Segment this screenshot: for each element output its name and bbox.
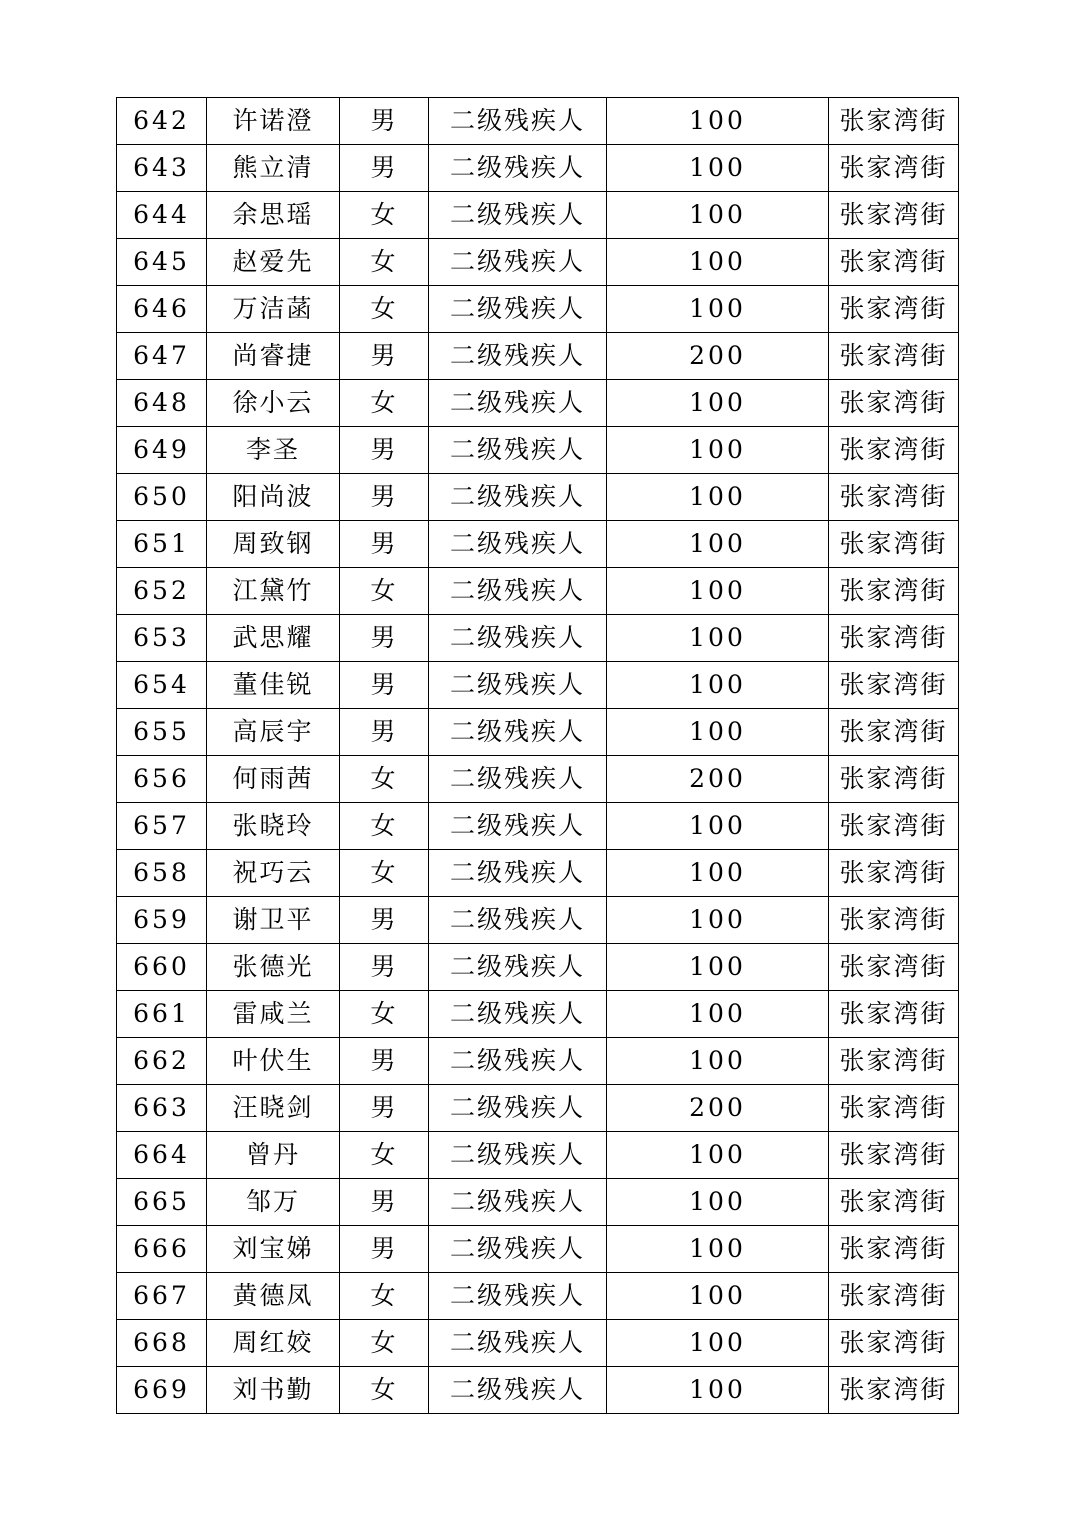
street-cell: 张家湾街 <box>829 709 959 756</box>
street-cell: 张家湾街 <box>829 756 959 803</box>
name-cell: 曾丹 <box>207 1132 340 1179</box>
category-cell: 二级残疾人 <box>429 427 607 474</box>
table-row <box>117 1085 959 1132</box>
table-row <box>117 98 959 145</box>
name-cell: 赵爱先 <box>207 239 340 286</box>
street-cell: 张家湾街 <box>829 803 959 850</box>
amount-cell: 200 <box>607 333 829 380</box>
name-cell: 周红姣 <box>207 1320 340 1367</box>
table-row <box>117 1273 959 1320</box>
table-row <box>117 803 959 850</box>
street-cell: 张家湾街 <box>829 333 959 380</box>
row-number-cell: 648 <box>117 380 207 427</box>
amount-cell: 100 <box>607 239 829 286</box>
amount-cell: 100 <box>607 1320 829 1367</box>
gender-cell: 男 <box>340 1226 429 1273</box>
amount-cell: 100 <box>607 568 829 615</box>
gender-cell: 女 <box>340 192 429 239</box>
name-cell: 汪晓剑 <box>207 1085 340 1132</box>
amount-cell: 100 <box>607 1132 829 1179</box>
gender-cell: 男 <box>340 427 429 474</box>
name-cell: 叶伏生 <box>207 1038 340 1085</box>
gender-cell: 男 <box>340 709 429 756</box>
table-row <box>117 380 959 427</box>
street-cell: 张家湾街 <box>829 145 959 192</box>
name-cell: 何雨茜 <box>207 756 340 803</box>
table-row <box>117 1320 959 1367</box>
amount-cell: 100 <box>607 380 829 427</box>
street-cell: 张家湾街 <box>829 662 959 709</box>
gender-cell: 男 <box>340 897 429 944</box>
name-cell: 武思耀 <box>207 615 340 662</box>
table-row <box>117 944 959 991</box>
amount-cell: 100 <box>607 521 829 568</box>
category-cell: 二级残疾人 <box>429 98 607 145</box>
row-number-cell: 642 <box>117 98 207 145</box>
street-cell: 张家湾街 <box>829 1038 959 1085</box>
name-cell: 李圣 <box>207 427 340 474</box>
row-number-cell: 663 <box>117 1085 207 1132</box>
name-cell: 阳尚波 <box>207 474 340 521</box>
street-cell: 张家湾街 <box>829 944 959 991</box>
row-number-cell: 656 <box>117 756 207 803</box>
gender-cell: 女 <box>340 850 429 897</box>
category-cell: 二级残疾人 <box>429 1038 607 1085</box>
gender-cell: 男 <box>340 615 429 662</box>
subsidy-roster-table <box>116 97 959 1414</box>
category-cell: 二级残疾人 <box>429 1179 607 1226</box>
table-row <box>117 474 959 521</box>
gender-cell: 男 <box>340 521 429 568</box>
row-number-cell: 667 <box>117 1273 207 1320</box>
street-cell: 张家湾街 <box>829 850 959 897</box>
category-cell: 二级残疾人 <box>429 286 607 333</box>
category-cell: 二级残疾人 <box>429 333 607 380</box>
table-row <box>117 615 959 662</box>
row-number-cell: 646 <box>117 286 207 333</box>
gender-cell: 男 <box>340 333 429 380</box>
table-row <box>117 709 959 756</box>
gender-cell: 男 <box>340 662 429 709</box>
category-cell: 二级残疾人 <box>429 897 607 944</box>
row-number-cell: 659 <box>117 897 207 944</box>
row-number-cell: 668 <box>117 1320 207 1367</box>
category-cell: 二级残疾人 <box>429 944 607 991</box>
gender-cell: 女 <box>340 1273 429 1320</box>
category-cell: 二级残疾人 <box>429 1085 607 1132</box>
table-row <box>117 1226 959 1273</box>
gender-cell: 男 <box>340 1085 429 1132</box>
amount-cell: 100 <box>607 1273 829 1320</box>
category-cell: 二级残疾人 <box>429 803 607 850</box>
name-cell: 谢卫平 <box>207 897 340 944</box>
name-cell: 雷咸兰 <box>207 991 340 1038</box>
street-cell: 张家湾街 <box>829 286 959 333</box>
gender-cell: 女 <box>340 1367 429 1414</box>
amount-cell: 100 <box>607 1367 829 1414</box>
gender-cell: 男 <box>340 1038 429 1085</box>
name-cell: 江黛竹 <box>207 568 340 615</box>
amount-cell: 100 <box>607 427 829 474</box>
amount-cell: 100 <box>607 615 829 662</box>
row-number-cell: 650 <box>117 474 207 521</box>
amount-cell: 100 <box>607 709 829 756</box>
amount-cell: 100 <box>607 662 829 709</box>
amount-cell: 100 <box>607 944 829 991</box>
table-row <box>117 333 959 380</box>
amount-cell: 100 <box>607 850 829 897</box>
name-cell: 祝巧云 <box>207 850 340 897</box>
row-number-cell: 669 <box>117 1367 207 1414</box>
table-row <box>117 568 959 615</box>
row-number-cell: 666 <box>117 1226 207 1273</box>
name-cell: 黄德凤 <box>207 1273 340 1320</box>
gender-cell: 女 <box>340 803 429 850</box>
street-cell: 张家湾街 <box>829 98 959 145</box>
street-cell: 张家湾街 <box>829 380 959 427</box>
name-cell: 张晓玲 <box>207 803 340 850</box>
amount-cell: 100 <box>607 1226 829 1273</box>
amount-cell: 200 <box>607 756 829 803</box>
amount-cell: 100 <box>607 474 829 521</box>
row-number-cell: 645 <box>117 239 207 286</box>
table-row <box>117 991 959 1038</box>
name-cell: 熊立清 <box>207 145 340 192</box>
row-number-cell: 658 <box>117 850 207 897</box>
street-cell: 张家湾街 <box>829 1320 959 1367</box>
amount-cell: 100 <box>607 897 829 944</box>
row-number-cell: 644 <box>117 192 207 239</box>
gender-cell: 女 <box>340 286 429 333</box>
name-cell: 万洁菡 <box>207 286 340 333</box>
category-cell: 二级残疾人 <box>429 474 607 521</box>
category-cell: 二级残疾人 <box>429 1226 607 1273</box>
gender-cell: 女 <box>340 1132 429 1179</box>
amount-cell: 100 <box>607 803 829 850</box>
street-cell: 张家湾街 <box>829 1367 959 1414</box>
table-row <box>117 897 959 944</box>
gender-cell: 女 <box>340 568 429 615</box>
street-cell: 张家湾街 <box>829 1226 959 1273</box>
name-cell: 刘宝娣 <box>207 1226 340 1273</box>
amount-cell: 100 <box>607 98 829 145</box>
category-cell: 二级残疾人 <box>429 521 607 568</box>
row-number-cell: 664 <box>117 1132 207 1179</box>
row-number-cell: 653 <box>117 615 207 662</box>
name-cell: 董佳锐 <box>207 662 340 709</box>
table-row <box>117 1132 959 1179</box>
table-row <box>117 427 959 474</box>
name-cell: 徐小云 <box>207 380 340 427</box>
category-cell: 二级残疾人 <box>429 756 607 803</box>
name-cell: 周致钢 <box>207 521 340 568</box>
category-cell: 二级残疾人 <box>429 145 607 192</box>
row-number-cell: 662 <box>117 1038 207 1085</box>
table-row <box>117 192 959 239</box>
street-cell: 张家湾街 <box>829 474 959 521</box>
table-row <box>117 1038 959 1085</box>
row-number-cell: 660 <box>117 944 207 991</box>
name-cell: 余思瑶 <box>207 192 340 239</box>
category-cell: 二级残疾人 <box>429 568 607 615</box>
table-row <box>117 1179 959 1226</box>
gender-cell: 女 <box>340 756 429 803</box>
street-cell: 张家湾街 <box>829 1273 959 1320</box>
street-cell: 张家湾街 <box>829 239 959 286</box>
table-row <box>117 1367 959 1414</box>
gender-cell: 女 <box>340 991 429 1038</box>
name-cell: 邹万 <box>207 1179 340 1226</box>
roster-body <box>117 98 959 1414</box>
row-number-cell: 652 <box>117 568 207 615</box>
table-row <box>117 521 959 568</box>
gender-cell: 男 <box>340 944 429 991</box>
street-cell: 张家湾街 <box>829 568 959 615</box>
category-cell: 二级残疾人 <box>429 1367 607 1414</box>
name-cell: 许诺澄 <box>207 98 340 145</box>
street-cell: 张家湾街 <box>829 1085 959 1132</box>
street-cell: 张家湾街 <box>829 192 959 239</box>
amount-cell: 100 <box>607 991 829 1038</box>
category-cell: 二级残疾人 <box>429 850 607 897</box>
table-row <box>117 756 959 803</box>
table-row <box>117 239 959 286</box>
street-cell: 张家湾街 <box>829 1179 959 1226</box>
name-cell: 尚睿捷 <box>207 333 340 380</box>
amount-cell: 100 <box>607 1179 829 1226</box>
row-number-cell: 665 <box>117 1179 207 1226</box>
street-cell: 张家湾街 <box>829 1132 959 1179</box>
table-row <box>117 145 959 192</box>
street-cell: 张家湾街 <box>829 991 959 1038</box>
category-cell: 二级残疾人 <box>429 192 607 239</box>
amount-cell: 100 <box>607 192 829 239</box>
gender-cell: 女 <box>340 1320 429 1367</box>
category-cell: 二级残疾人 <box>429 380 607 427</box>
name-cell: 高辰宇 <box>207 709 340 756</box>
row-number-cell: 657 <box>117 803 207 850</box>
category-cell: 二级残疾人 <box>429 662 607 709</box>
street-cell: 张家湾街 <box>829 521 959 568</box>
amount-cell: 100 <box>607 145 829 192</box>
category-cell: 二级残疾人 <box>429 1273 607 1320</box>
table-row <box>117 662 959 709</box>
gender-cell: 男 <box>340 1179 429 1226</box>
name-cell: 刘书勤 <box>207 1367 340 1414</box>
row-number-cell: 661 <box>117 991 207 1038</box>
row-number-cell: 651 <box>117 521 207 568</box>
amount-cell: 100 <box>607 286 829 333</box>
category-cell: 二级残疾人 <box>429 709 607 756</box>
table-row <box>117 286 959 333</box>
gender-cell: 女 <box>340 239 429 286</box>
gender-cell: 女 <box>340 380 429 427</box>
row-number-cell: 649 <box>117 427 207 474</box>
table-row <box>117 850 959 897</box>
gender-cell: 男 <box>340 98 429 145</box>
row-number-cell: 655 <box>117 709 207 756</box>
category-cell: 二级残疾人 <box>429 1132 607 1179</box>
row-number-cell: 643 <box>117 145 207 192</box>
amount-cell: 200 <box>607 1085 829 1132</box>
category-cell: 二级残疾人 <box>429 239 607 286</box>
category-cell: 二级残疾人 <box>429 1320 607 1367</box>
row-number-cell: 654 <box>117 662 207 709</box>
street-cell: 张家湾街 <box>829 897 959 944</box>
name-cell: 张德光 <box>207 944 340 991</box>
amount-cell: 100 <box>607 1038 829 1085</box>
gender-cell: 男 <box>340 145 429 192</box>
category-cell: 二级残疾人 <box>429 991 607 1038</box>
street-cell: 张家湾街 <box>829 427 959 474</box>
gender-cell: 男 <box>340 474 429 521</box>
row-number-cell: 647 <box>117 333 207 380</box>
category-cell: 二级残疾人 <box>429 615 607 662</box>
street-cell: 张家湾街 <box>829 615 959 662</box>
